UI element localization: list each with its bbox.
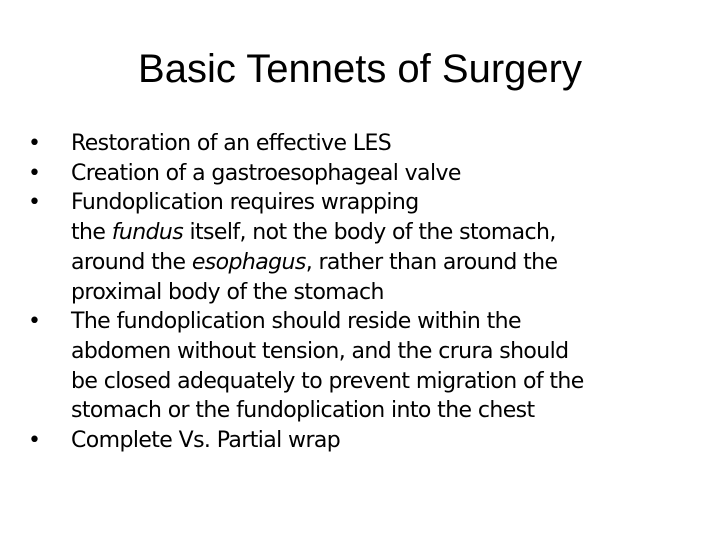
bullet-item: [28, 129, 678, 159]
italic-term: fundus: [111, 220, 184, 246]
bullet-marker: •: [28, 309, 41, 335]
bullet-item: [28, 188, 678, 307]
bullet-item: [28, 159, 678, 189]
italic-term: esophagus: [191, 249, 306, 275]
bullet-item: [28, 426, 678, 456]
bullet-line: abdomen without tension, and the crura should: [71, 338, 569, 364]
bullet-line: proximal body of the stomach: [71, 279, 384, 305]
bullet-line: stomach or the fundoplication into the chest: [71, 398, 535, 424]
bullet-line: around the esophagus, rather than around the: [71, 249, 558, 275]
bullet-marker: •: [28, 131, 41, 156]
bullet-marker: •: [28, 190, 41, 216]
bullet-line: Creation of a gastroesophageal valve: [71, 160, 461, 186]
bullet-line: be closed adequately to prevent migration of the: [71, 368, 584, 394]
bullet-line: The fundoplication should reside within the: [71, 309, 521, 335]
bullet-item: [28, 307, 678, 426]
bullet-line: Restoration of an effective LES: [71, 131, 392, 156]
bullet-line: the fundus itself, not the body of the stomach,: [71, 220, 556, 246]
bullet-list: [28, 129, 678, 456]
bullet-marker: •: [28, 428, 41, 454]
bullet-marker: •: [28, 160, 41, 186]
slide-title: Basic Tennets of Surgery: [138, 47, 582, 91]
bullet-line: Complete Vs. Partial wrap: [71, 428, 341, 454]
bullet-line: Fundoplication requires wrapping: [71, 190, 419, 216]
